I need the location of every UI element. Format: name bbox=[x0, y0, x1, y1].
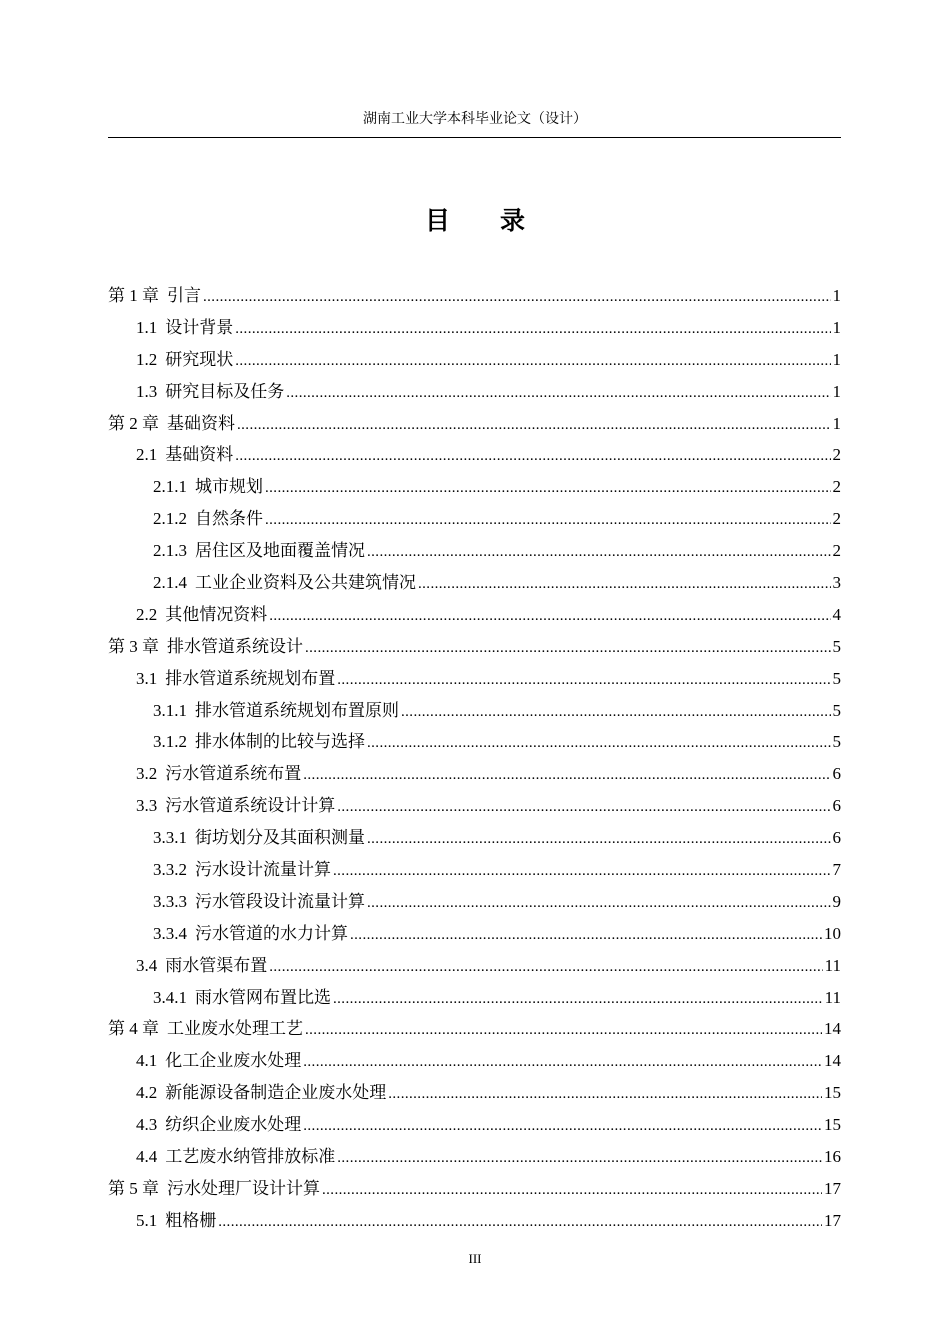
toc-entry-page: 14 bbox=[824, 1019, 841, 1039]
toc-entry-title: 污水管道的水力计算 bbox=[195, 923, 348, 943]
toc-entry[interactable] bbox=[108, 344, 841, 376]
toc-entry[interactable] bbox=[108, 535, 841, 567]
toc-dot-leader bbox=[203, 280, 831, 312]
toc-entry-page: 2 bbox=[832, 477, 841, 497]
toc-entry[interactable] bbox=[108, 1013, 841, 1045]
toc-entry-label bbox=[136, 1045, 301, 1077]
toc-dot-leader bbox=[401, 695, 831, 727]
toc-dot-leader bbox=[305, 631, 831, 663]
toc-entry-label bbox=[153, 822, 365, 854]
toc-entry-title: 雨水管渠布置 bbox=[165, 955, 268, 975]
toc-entry-label bbox=[136, 663, 335, 695]
header-divider bbox=[108, 137, 841, 138]
toc-dot-leader bbox=[333, 854, 831, 886]
toc-entry-page: 17 bbox=[824, 1178, 841, 1198]
toc-entry-page: 6 bbox=[832, 796, 841, 816]
toc-entry-title: 化工企业废水处理 bbox=[165, 1051, 302, 1071]
toc-dot-leader bbox=[303, 758, 830, 790]
toc-entry-number: 第 5 章 bbox=[108, 1178, 159, 1198]
toc-dot-leader bbox=[337, 1141, 822, 1173]
running-header: 湖南工业大学本科毕业论文（设计） bbox=[363, 112, 587, 127]
toc-dot-leader bbox=[235, 439, 830, 471]
toc-entry[interactable] bbox=[108, 1109, 841, 1141]
toc-dot-leader bbox=[235, 344, 830, 376]
toc-entry-title: 城市规划 bbox=[195, 477, 263, 497]
toc-entry-title: 排水管道系统设计 bbox=[167, 636, 303, 656]
toc-entry-number: 第 4 章 bbox=[108, 1019, 159, 1039]
toc-entry-title: 其他情况资料 bbox=[165, 604, 268, 624]
toc-entry-title: 基础资料 bbox=[165, 445, 234, 465]
toc-entry-number: 3.4 bbox=[136, 955, 158, 975]
toc-entry[interactable] bbox=[108, 408, 841, 440]
toc-entry-page: 4 bbox=[832, 604, 841, 624]
toc-entry-page: 14 bbox=[824, 1051, 841, 1071]
toc-entry-label bbox=[108, 1013, 303, 1045]
toc-entry-label bbox=[153, 918, 348, 950]
toc-dot-leader bbox=[418, 567, 831, 599]
toc-entry-label bbox=[153, 503, 263, 535]
toc-entry-title: 污水管道系统布置 bbox=[165, 764, 302, 784]
toc-dot-leader bbox=[303, 1045, 822, 1077]
toc-entry-label bbox=[136, 1109, 301, 1141]
toc-dot-leader bbox=[269, 950, 822, 982]
toc-dot-leader bbox=[333, 982, 823, 1014]
toc-entry-number: 4.1 bbox=[136, 1051, 158, 1071]
toc-entry[interactable] bbox=[108, 1045, 841, 1077]
toc-entry-page: 2 bbox=[832, 509, 841, 529]
toc-entry[interactable] bbox=[108, 439, 841, 471]
toc-entry-page: 5 bbox=[832, 700, 841, 720]
toc-dot-leader bbox=[367, 822, 831, 854]
toc-dot-leader bbox=[367, 886, 831, 918]
toc-dot-leader bbox=[322, 1173, 822, 1205]
toc-entry-number: 2.1.4 bbox=[153, 573, 187, 593]
toc-entry-label bbox=[108, 631, 303, 663]
toc-entry[interactable] bbox=[108, 822, 841, 854]
toc-dot-leader bbox=[303, 1109, 822, 1141]
toc-entry-page: 6 bbox=[832, 764, 841, 784]
toc-entry[interactable] bbox=[108, 376, 841, 408]
toc-entry-title: 污水管道系统设计计算 bbox=[165, 796, 336, 816]
toc-entry-number: 4.2 bbox=[136, 1083, 158, 1103]
toc-entry-label bbox=[153, 854, 331, 886]
toc-entry-title: 街坊划分及其面积测量 bbox=[195, 828, 365, 848]
toc-entry-title: 排水管道系统规划布置 bbox=[165, 668, 336, 688]
toc-entry-number: 2.2 bbox=[136, 604, 158, 624]
toc-entry-page: 3 bbox=[832, 573, 841, 593]
toc-entry-title: 污水设计流量计算 bbox=[195, 860, 331, 880]
toc-entry-title: 排水体制的比较与选择 bbox=[195, 732, 365, 752]
toc-entry-page: 1 bbox=[832, 317, 841, 337]
toc-entry-page: 11 bbox=[824, 955, 841, 975]
toc-entry-page: 1 bbox=[832, 381, 841, 401]
toc-entry-number: 2.1.3 bbox=[153, 541, 187, 561]
toc-entry-label bbox=[108, 408, 235, 440]
toc-entry-number: 2.1.2 bbox=[153, 509, 187, 529]
toc-entry-label bbox=[136, 1141, 335, 1173]
toc-entry-number: 1.2 bbox=[136, 349, 158, 369]
toc-dot-leader bbox=[305, 1013, 822, 1045]
toc-entry-title: 工业废水处理工艺 bbox=[167, 1019, 303, 1039]
toc-dot-leader bbox=[237, 408, 831, 440]
toc-dot-leader bbox=[286, 376, 830, 408]
toc-entry-page: 9 bbox=[832, 891, 841, 911]
toc-entry[interactable] bbox=[108, 982, 841, 1014]
toc-entry-number: 2.1.1 bbox=[153, 477, 187, 497]
toc-entry-number: 3.1.1 bbox=[153, 700, 187, 720]
toc-entry[interactable] bbox=[108, 631, 841, 663]
toc-entry-page: 15 bbox=[824, 1083, 841, 1103]
toc-entry[interactable] bbox=[108, 790, 841, 822]
toc-entry[interactable] bbox=[108, 503, 841, 535]
toc-entry-label bbox=[136, 439, 233, 471]
toc-entry-page: 2 bbox=[832, 445, 841, 465]
toc-dot-leader bbox=[235, 312, 830, 344]
toc-title bbox=[0, 204, 950, 240]
toc-entry-title: 污水处理厂设计计算 bbox=[167, 1178, 320, 1198]
toc-dot-leader bbox=[265, 471, 831, 503]
toc-entry-title: 污水管段设计流量计算 bbox=[195, 891, 365, 911]
toc-entry-number: 3.1.2 bbox=[153, 732, 187, 752]
toc-entry-number: 1.1 bbox=[136, 317, 158, 337]
toc-entry-title: 工业企业资料及公共建筑情况 bbox=[195, 573, 416, 593]
toc-entry-number: 3.2 bbox=[136, 764, 158, 784]
toc-entry-label bbox=[153, 726, 365, 758]
toc-entry-label bbox=[136, 1205, 216, 1237]
toc-entry-title: 雨水管网布置比选 bbox=[195, 987, 331, 1007]
toc-dot-leader bbox=[367, 535, 831, 567]
toc-entry-number: 5.1 bbox=[136, 1210, 158, 1230]
toc-entry-label bbox=[153, 567, 416, 599]
toc-entry[interactable] bbox=[108, 918, 841, 950]
toc-entry-title: 排水管道系统规划布置原则 bbox=[195, 700, 399, 720]
toc-entry-number: 3.3.1 bbox=[153, 828, 187, 848]
toc-entry-title: 粗格栅 bbox=[165, 1210, 217, 1230]
toc-entry-page: 2 bbox=[832, 541, 841, 561]
toc-entry-number: 4.3 bbox=[136, 1115, 158, 1135]
toc-entry-label bbox=[136, 1077, 386, 1109]
toc-dot-leader bbox=[367, 726, 831, 758]
toc-entry-label bbox=[153, 695, 399, 727]
toc-dot-leader bbox=[388, 1077, 822, 1109]
toc-entry-page: 5 bbox=[832, 636, 841, 656]
toc-entry-label bbox=[153, 535, 365, 567]
toc-entry-title: 研究现状 bbox=[165, 349, 234, 369]
toc-entry-number: 3.3.2 bbox=[153, 860, 187, 880]
toc-entry[interactable] bbox=[108, 695, 841, 727]
toc-entry[interactable] bbox=[108, 312, 841, 344]
toc-entry-number: 第 3 章 bbox=[108, 636, 159, 656]
toc-entry-label bbox=[108, 1173, 320, 1205]
toc-entry[interactable] bbox=[108, 758, 841, 790]
toc-entry-title: 新能源设备制造企业废水处理 bbox=[165, 1083, 387, 1103]
toc-entry-page: 15 bbox=[824, 1115, 841, 1135]
toc-entry-number: 3.3.4 bbox=[153, 923, 187, 943]
toc-dot-leader bbox=[350, 918, 822, 950]
toc-entry-label bbox=[153, 982, 331, 1014]
toc-title-char-2: 录 bbox=[500, 208, 526, 235]
toc-entry-title: 研究目标及任务 bbox=[165, 381, 285, 401]
toc-entry-page: 1 bbox=[832, 349, 841, 369]
page-number: III bbox=[468, 1251, 482, 1266]
toc-entry-page: 5 bbox=[832, 732, 841, 752]
toc-entry-page: 6 bbox=[832, 828, 841, 848]
toc-entry[interactable] bbox=[108, 886, 841, 918]
toc-entry-label bbox=[108, 280, 201, 312]
toc-entry[interactable] bbox=[108, 280, 841, 312]
toc-entry-page: 16 bbox=[824, 1147, 841, 1167]
toc-entry-page: 5 bbox=[832, 668, 841, 688]
toc-entry-title: 工艺废水纳管排放标准 bbox=[165, 1147, 336, 1167]
toc-entry-title: 引言 bbox=[167, 286, 201, 305]
toc-dot-leader bbox=[337, 663, 830, 695]
toc-title-char-1: 目 bbox=[424, 208, 450, 235]
toc-entry-number: 第 1 章 bbox=[108, 286, 159, 305]
toc-entry-label bbox=[136, 950, 267, 982]
toc-entry-page: 11 bbox=[824, 987, 841, 1007]
toc-entry-number: 3.1 bbox=[136, 668, 158, 688]
toc-entry-title: 设计背景 bbox=[165, 317, 234, 337]
toc-entry-number: 3.4.1 bbox=[153, 987, 187, 1007]
toc-entry-label bbox=[136, 312, 233, 344]
table-of-contents bbox=[108, 280, 841, 1237]
toc-entry[interactable] bbox=[108, 471, 841, 503]
toc-entry-number: 3.3 bbox=[136, 796, 158, 816]
toc-entry[interactable] bbox=[108, 726, 841, 758]
toc-dot-leader bbox=[265, 503, 831, 535]
toc-entry-title: 自然条件 bbox=[195, 509, 263, 529]
toc-entry-number: 4.4 bbox=[136, 1147, 158, 1167]
toc-entry-number: 第 2 章 bbox=[108, 413, 159, 433]
toc-entry-label bbox=[136, 344, 233, 376]
toc-entry-title: 纺织企业废水处理 bbox=[165, 1115, 302, 1135]
toc-entry[interactable] bbox=[108, 950, 841, 982]
toc-entry-number: 3.3.3 bbox=[153, 891, 187, 911]
toc-entry-page: 17 bbox=[824, 1210, 841, 1230]
toc-entry[interactable] bbox=[108, 1077, 841, 1109]
toc-entry[interactable] bbox=[108, 1205, 841, 1237]
toc-entry-number: 2.1 bbox=[136, 445, 158, 465]
toc-entry-label bbox=[136, 758, 301, 790]
toc-entry-number: 1.3 bbox=[136, 381, 158, 401]
toc-entry[interactable] bbox=[108, 1141, 841, 1173]
toc-entry[interactable] bbox=[108, 567, 841, 599]
toc-entry[interactable] bbox=[108, 599, 841, 631]
toc-entry[interactable] bbox=[108, 854, 841, 886]
toc-entry-label bbox=[136, 599, 267, 631]
toc-entry[interactable] bbox=[108, 663, 841, 695]
toc-entry-title: 居住区及地面覆盖情况 bbox=[195, 541, 365, 561]
toc-entry-label bbox=[136, 790, 335, 822]
toc-dot-leader bbox=[218, 1205, 822, 1237]
toc-entry[interactable] bbox=[108, 1173, 841, 1205]
toc-entry-label bbox=[153, 471, 263, 503]
toc-entry-page: 7 bbox=[832, 860, 841, 880]
toc-entry-page: 10 bbox=[824, 923, 841, 943]
toc-entry-label bbox=[153, 886, 365, 918]
toc-entry-page: 1 bbox=[832, 286, 841, 305]
toc-entry-title: 基础资料 bbox=[167, 413, 235, 433]
toc-dot-leader bbox=[269, 599, 830, 631]
toc-dot-leader bbox=[337, 790, 830, 822]
toc-entry-page: 1 bbox=[832, 413, 841, 433]
toc-entry-label bbox=[136, 376, 284, 408]
